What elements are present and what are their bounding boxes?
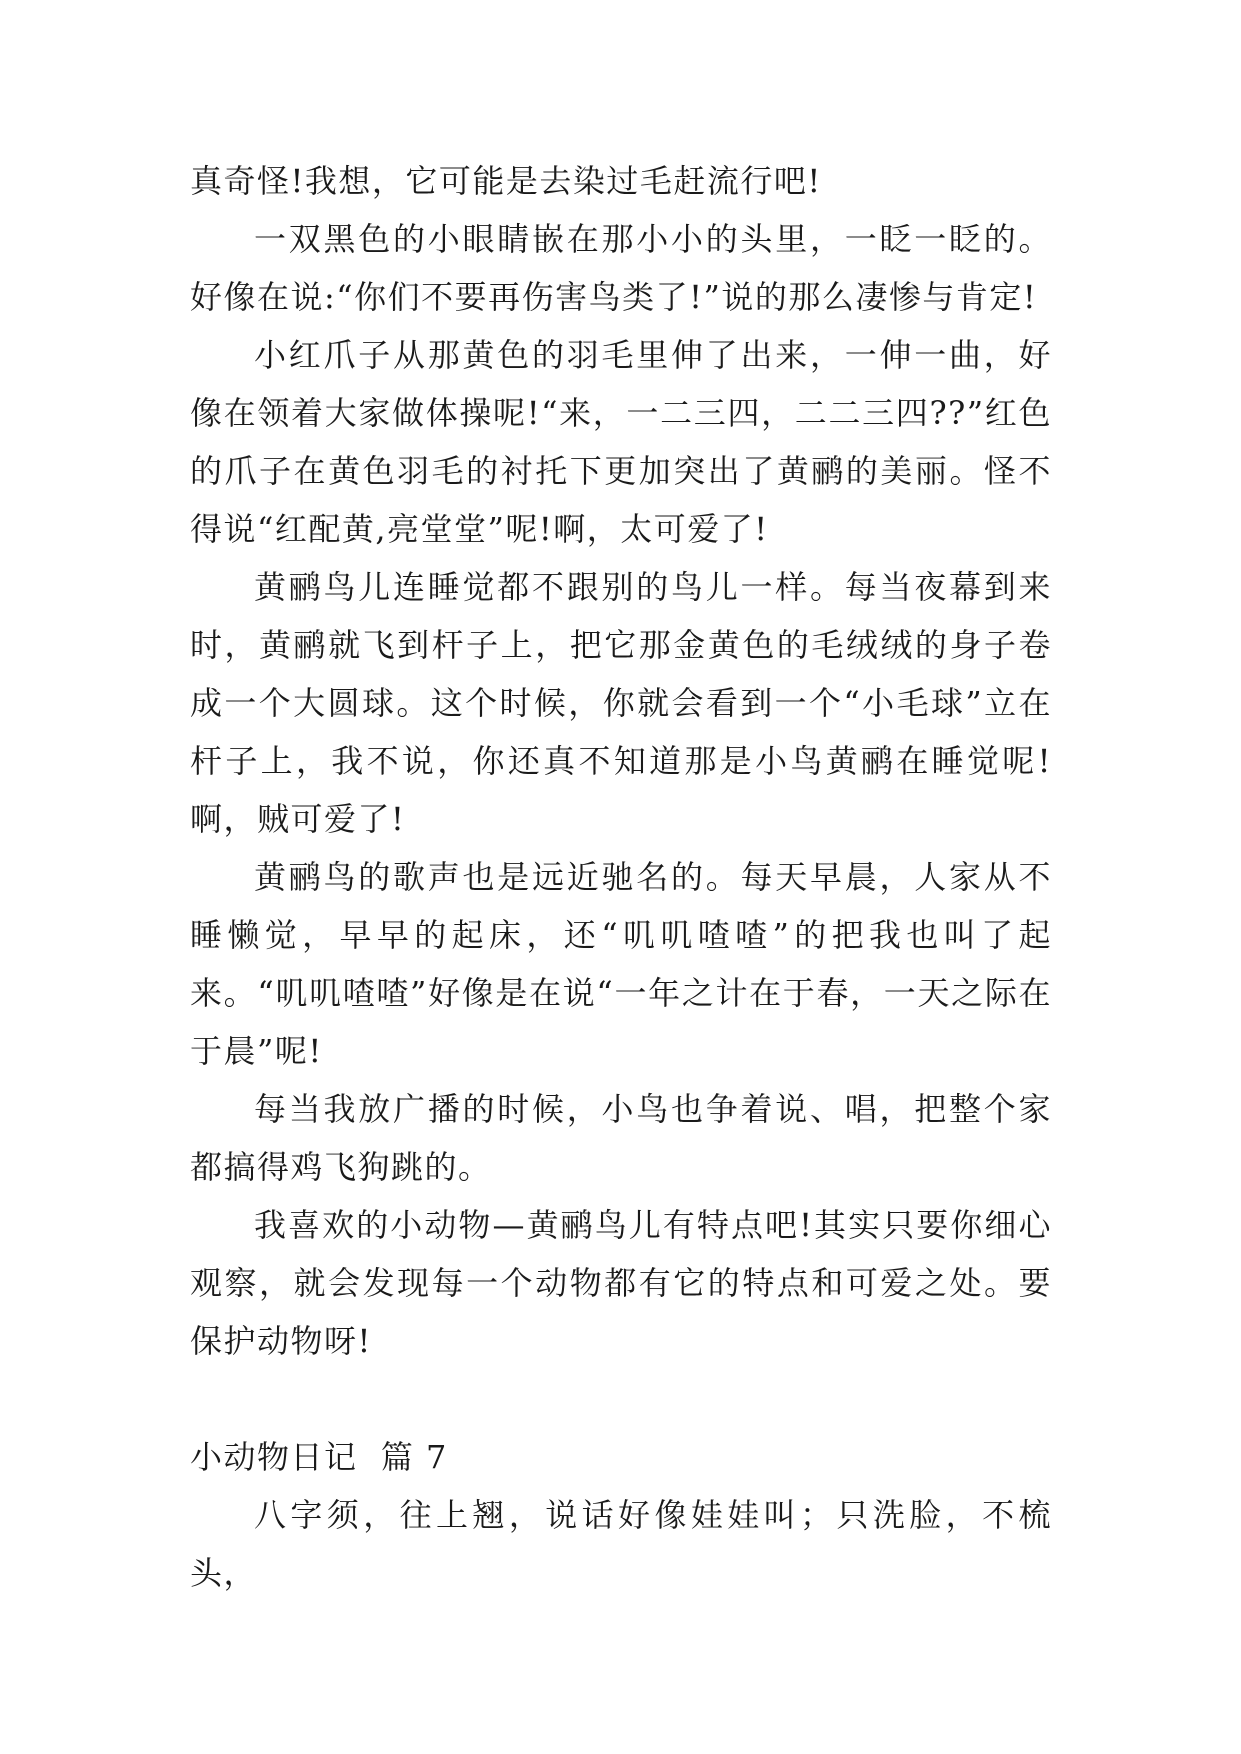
section-paragraph: 八字须，往上翘，说话好像娃娃叫；只洗脸，不梳头， (190, 1496, 1052, 1592)
paragraph-3: 小红爪子从那黄色的羽毛里伸了出来，一伸一曲，好像在领着大家做体操呢!“来，一二三四，二二三四??”红色的爪子在黄色羽毛的衬托下更加突出了黄鹂的美丽。怪不得说“红配黄,亮堂堂”呢!啊，太可爱了! (190, 336, 1052, 548)
paragraph-6: 每当我放广播的时候，小鸟也争着说、唱，把整个家都搞得鸡飞狗跳的。 (190, 1090, 1052, 1186)
paragraph-1: 真奇怪!我想，它可能是去染过毛赶流行吧! (190, 162, 822, 200)
paragraph-4: 黄鹂鸟儿连睡觉都不跟别的鸟儿一样。每当夜幕到来时，黄鹂就飞到杆子上，把它那金黄色的毛绒绒的身子卷成一个大圆球。这个时候，你就会看到一个“小毛球”立在杆子上，我不说，你还真不知道那是小鸟黄鹂在睡觉呢!啊，贼可爱了! (190, 568, 1052, 838)
paragraph-7: 我喜欢的小动物—黄鹂鸟儿有特点吧!其实只要你细心观察，就会发现每一个动物都有它的特点和可爱之处。要保护动物呀! (190, 1206, 1052, 1360)
paragraph-2: 一双黑色的小眼睛嵌在那小小的头里，一眨一眨的。好像在说:“你们不要再伤害鸟类了!”说的那么凄惨与肯定! (190, 220, 1052, 316)
section-heading: 小动物日记 篇 7 (190, 1438, 448, 1476)
paragraph-5: 黄鹂鸟的歌声也是远近驰名的。每天早晨，人家从不睡懒觉，早早的起床，还“叽叽喳喳”的把我也叫了起来。“叽叽喳喳”好像是在说“一年之计在于春，一天之际在于晨”呢! (190, 858, 1052, 1070)
document-page (190, 152, 1052, 1602)
